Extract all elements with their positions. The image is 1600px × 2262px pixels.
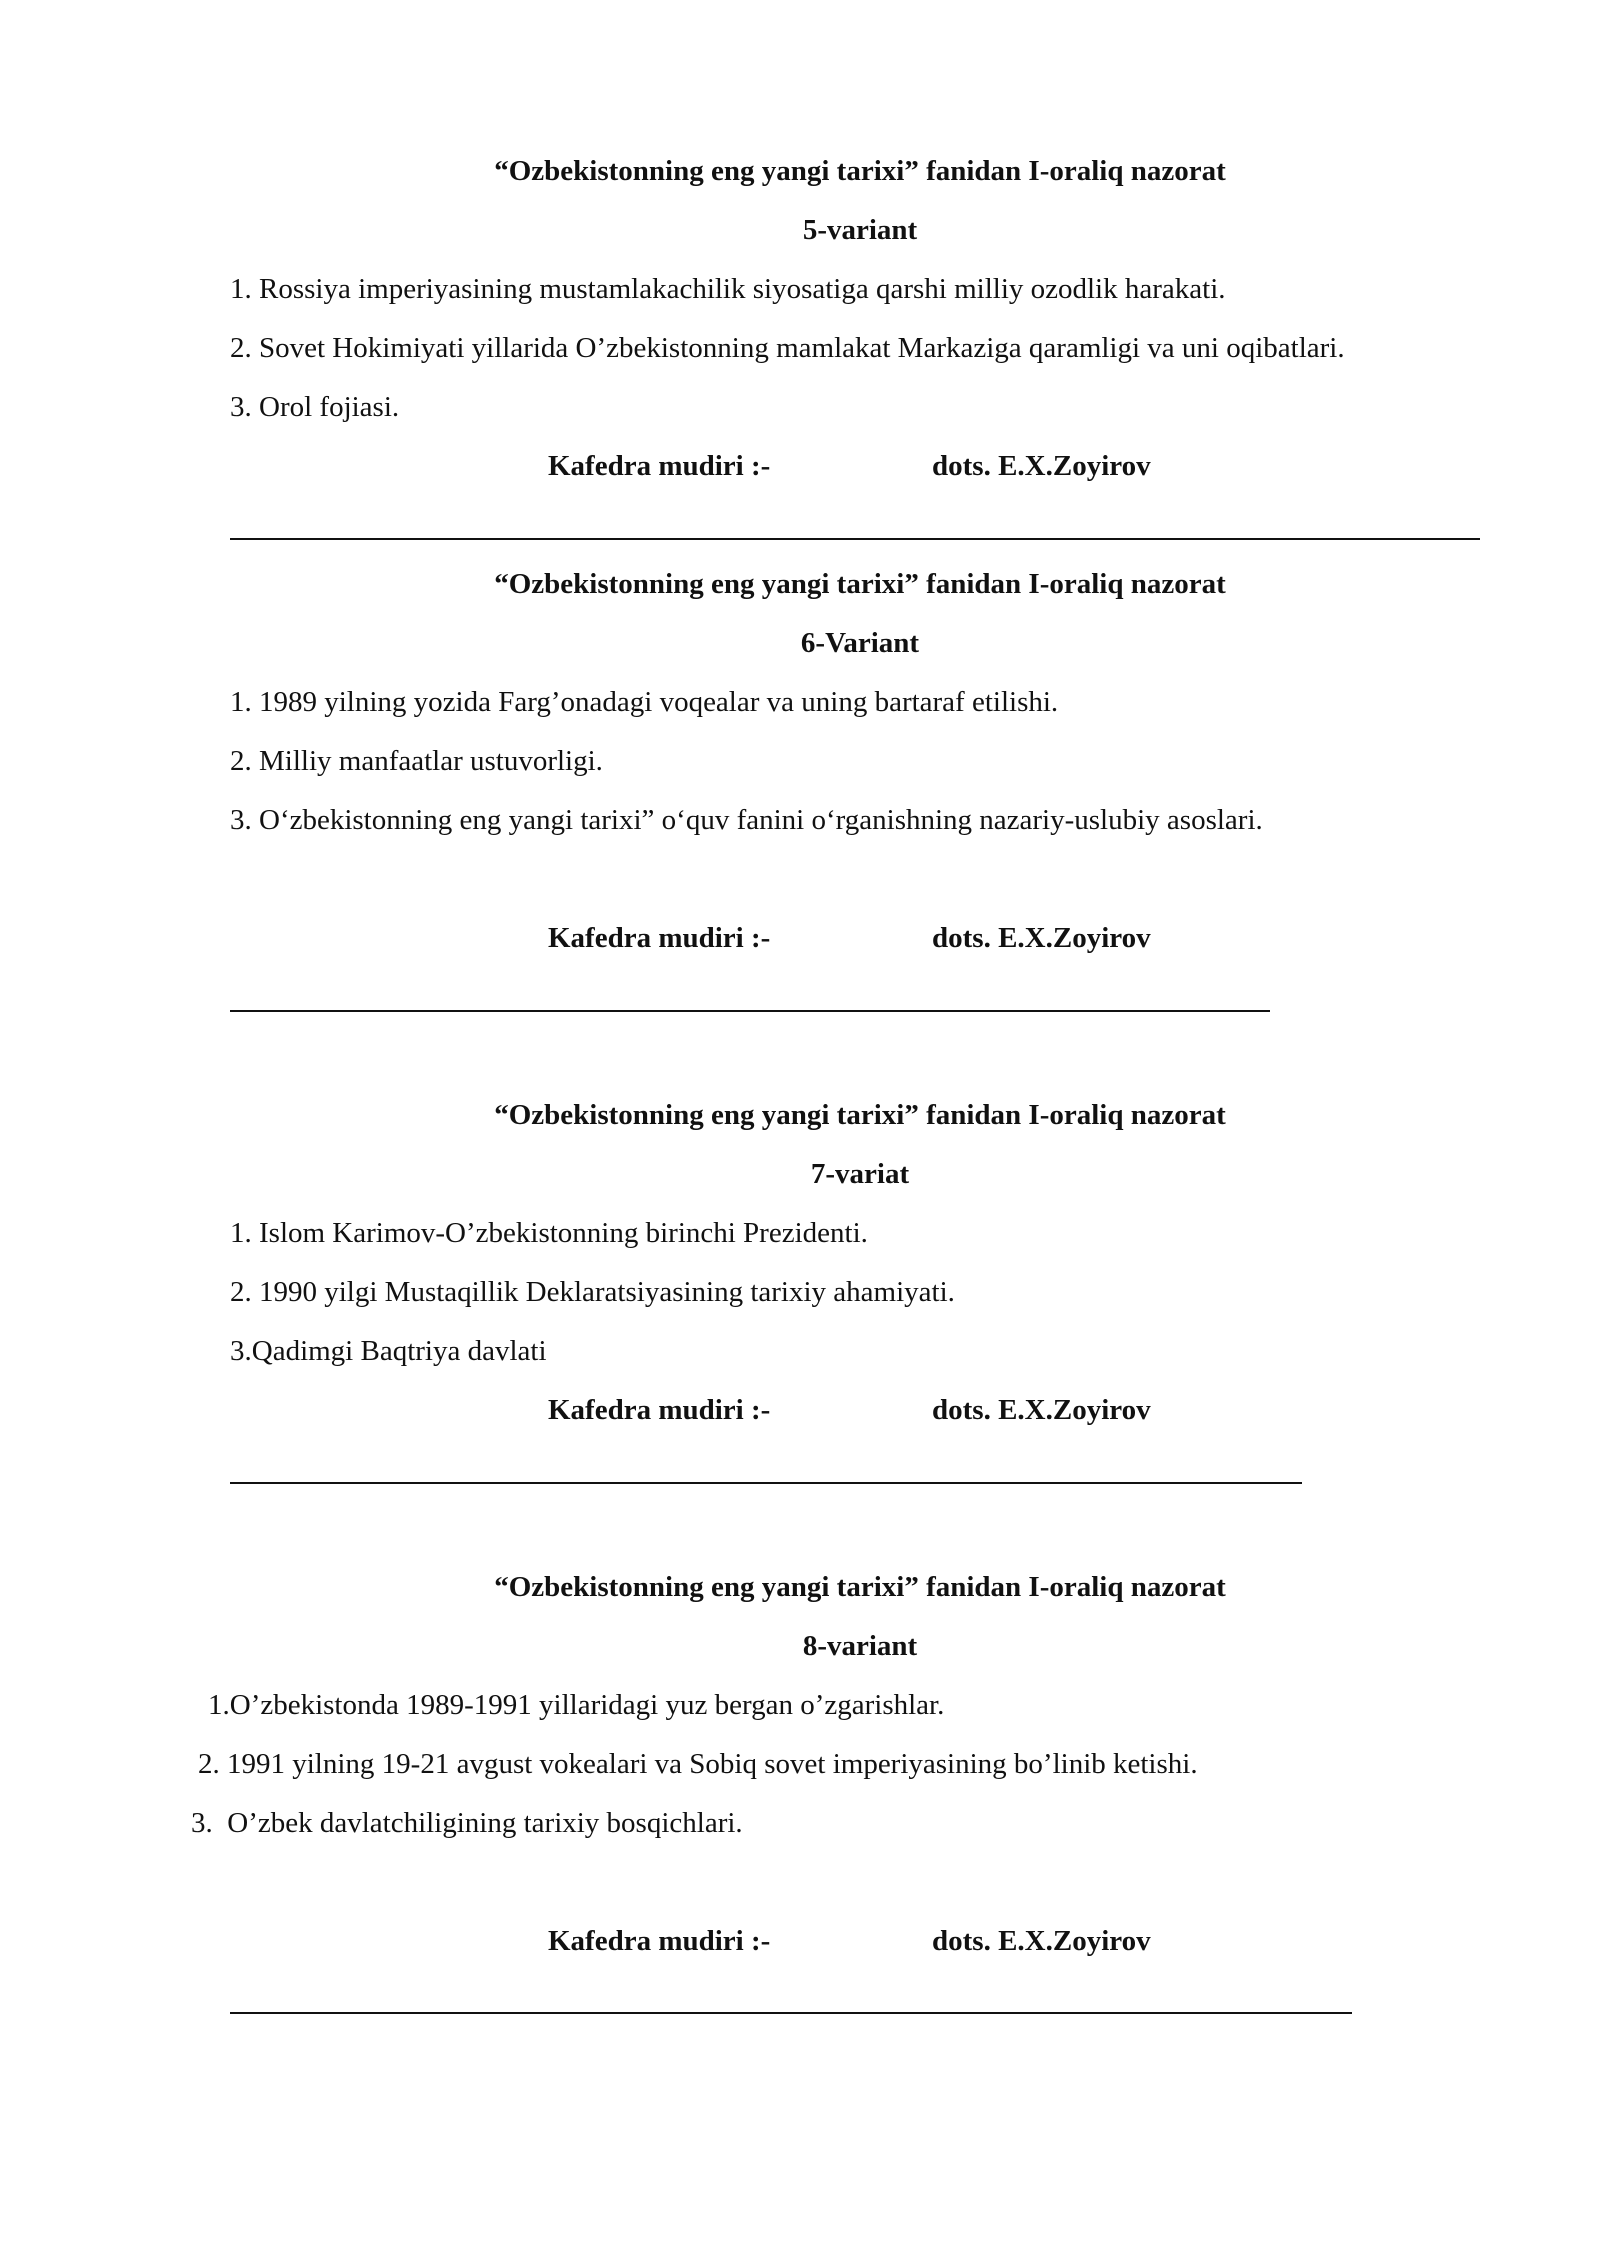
separator-line: [230, 1010, 1270, 1012]
question-item: 1. 1989 yilning yozida Farg’onadagi voqealar va uning bartaraf etilishi.: [230, 686, 1059, 718]
variant-label: 5-variant: [802, 214, 918, 246]
variant-label: 7-variat: [810, 1158, 910, 1190]
separator-line: [230, 538, 1480, 540]
section-title: “Ozbekistonning eng yangi tarixi” fanidan I-oraliq nazorat: [494, 1571, 1226, 1603]
variant-label: 8-variant: [802, 1630, 918, 1662]
signature-label: Kafedra mudiri :-: [548, 1394, 771, 1426]
variant-label: 6-Variant: [800, 627, 920, 659]
question-item: 2. 1990 yilgi Mustaqillik Deklaratsiyasining tarixiy ahamiyati.: [230, 1276, 955, 1308]
separator-line: [230, 2012, 1352, 2014]
section-title: “Ozbekistonning eng yangi tarixi” fanidan I-oraliq nazorat: [494, 1099, 1226, 1131]
question-item: 1. Islom Karimov-O’zbekistonning birinchi Prezidenti.: [230, 1217, 868, 1249]
question-item: 1. Rossiya imperiyasining mustamlakachilik siyosatiga qarshi milliy ozodlik harakati.: [230, 273, 1226, 305]
section-title: “Ozbekistonning eng yangi tarixi” fanidan I-oraliq nazorat: [494, 568, 1226, 600]
signature-name: dots. E.X.Zoyirov: [932, 922, 1151, 954]
question-item: 3. O‘zbekistonning eng yangi tarixi” o‘quv fanini o‘rganishning nazariy-uslubiy asoslari.: [230, 804, 1263, 836]
signature-name: dots. E.X.Zoyirov: [932, 1925, 1151, 1957]
question-item: 2. 1991 yilning 19-21 avgust vokealari va Sobiq sovet imperiyasining bo’linib ketishi.: [198, 1748, 1198, 1780]
signature-label: Kafedra mudiri :-: [548, 922, 771, 954]
question-item: 2. Sovet Hokimiyati yillarida O’zbekistonning mamlakat Markaziga qaramligi va uni oqibatlari.: [230, 332, 1345, 364]
question-item: 3. O’zbek davlatchiligining tarixiy bosqichlari.: [191, 1807, 743, 1839]
signature-label: Kafedra mudiri :-: [548, 1925, 771, 1957]
section-title: “Ozbekistonning eng yangi tarixi” fanidan I-oraliq nazorat: [494, 155, 1226, 187]
signature-name: dots. E.X.Zoyirov: [932, 1394, 1151, 1426]
question-item: 1.O’zbekistonda 1989-1991 yillaridagi yuz bergan o’zgarishlar.: [208, 1689, 945, 1721]
question-item: 3.Qadimgi Baqtriya davlati: [230, 1335, 547, 1367]
signature-name: dots. E.X.Zoyirov: [932, 450, 1151, 482]
question-item: 2. Milliy manfaatlar ustuvorligi.: [230, 745, 603, 777]
separator-line: [230, 1482, 1302, 1484]
question-item: 3. Orol fojiasi.: [230, 391, 400, 423]
signature-label: Kafedra mudiri :-: [548, 450, 771, 482]
